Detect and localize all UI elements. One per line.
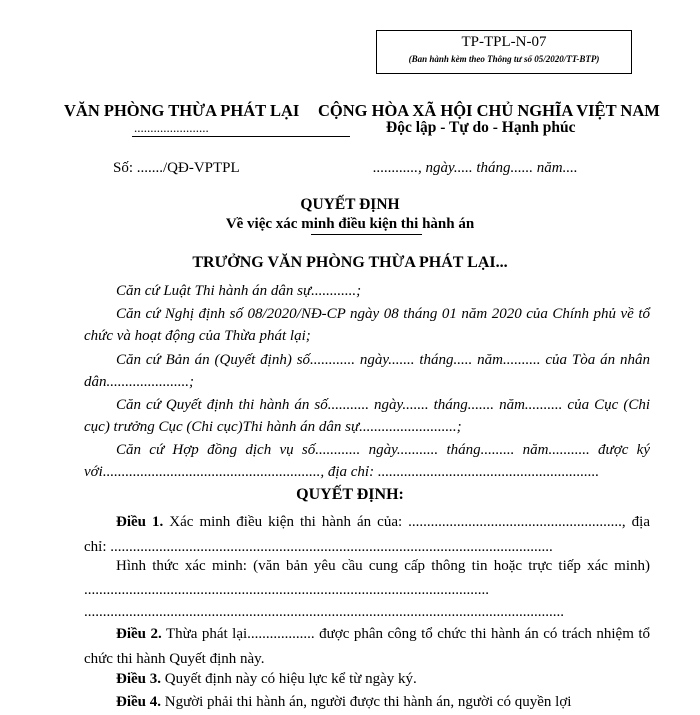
decision-title: QUYẾT ĐỊNH (300, 196, 400, 213)
basis-law: Căn cứ Luật Thi hành án dân sự............; (116, 283, 362, 299)
subject-underline (311, 234, 422, 235)
article-1-verification-form: Hình thức xác minh: (văn bản yêu cầu cung cấp thông tin hoặc trực tiếp xác minh) ............................................................................................................ (84, 558, 650, 598)
basis-service-contract: Căn cứ Hợp đồng dịch vụ số............ ngày........... tháng......... năm........... được ký với.........................................................., địa chỉ: ........................................................... (84, 442, 650, 480)
national-motto: Độc lập - Tự do - Hạnh phúc (386, 119, 576, 136)
article-1-label: Điều 1. (116, 514, 164, 530)
article-2-label: Điều 2. (116, 626, 162, 642)
article-3-text: Quyết định này có hiệu lực kể từ ngày ký. (161, 671, 417, 687)
article-1-dots: ................................................................................................................................ (84, 604, 564, 620)
basis-judgment: Căn cứ Bản án (Quyết định) số............ ngày....... tháng..... năm.......... của Tòa án nhân dân......................; (84, 352, 650, 390)
authority-title: TRƯỞNG VĂN PHÒNG THỪA PHÁT LẠI... (192, 254, 508, 271)
article-3 (84, 667, 650, 692)
article-2 (84, 622, 650, 672)
decision-number: Số: ......./QĐ-VPTPL (113, 160, 240, 176)
office-name: VĂN PHÒNG THỪA PHÁT LẠI (64, 101, 300, 120)
form-code-box (376, 30, 632, 74)
date-rest: ngày..... tháng...... năm.... (425, 160, 578, 176)
date-line (373, 160, 578, 177)
article-3-label: Điều 3. (116, 671, 161, 687)
article-4 (84, 690, 650, 715)
article-1-text: Xác minh điều kiện thi hành án của: ........................................................., địa chỉ: ...................................................................................................................... (84, 514, 650, 555)
decision-heading: QUYẾT ĐỊNH: (296, 486, 404, 503)
date-place: ............, (373, 160, 426, 176)
article-2-text: Thừa phát lại.................. được phân công tổ chức thi hành án có trách nhiệm tổ chức thi hành Quyết định này. (84, 626, 651, 667)
article-1 (84, 510, 650, 560)
article-4-text: Người phải thi hành án, người được thi hành án, người có quyền lợi (161, 694, 572, 710)
basis-decree: Căn cứ Nghị định số 08/2020/NĐ-CP ngày 08 tháng 01 năm 2020 của Chính phủ về tổ chức và hoạt động của Thừa phát lại; (84, 306, 650, 344)
article-4-label: Điều 4. (116, 694, 161, 710)
office-name-dots: ....................... (134, 120, 209, 135)
basis-enforcement-decision: Căn cứ Quyết định thi hành án số........... ngày....... tháng....... năm.......... của Cục (Chi cục) trưởng Cục (Chi cục)Thi hành án dân sự..........................; (84, 397, 650, 435)
office-underline (132, 136, 350, 137)
country-name: CỘNG HÒA XÃ HỘI CHỦ NGHĨA VIỆT NAM (318, 101, 660, 120)
decision-subject: Về việc xác minh điều kiện thi hành án (225, 216, 475, 232)
form-code-note: (Ban hành kèm theo Thông tư số 05/2020/TT-BTP) (408, 54, 600, 64)
form-code: TP-TPL-N-07 (461, 34, 547, 50)
